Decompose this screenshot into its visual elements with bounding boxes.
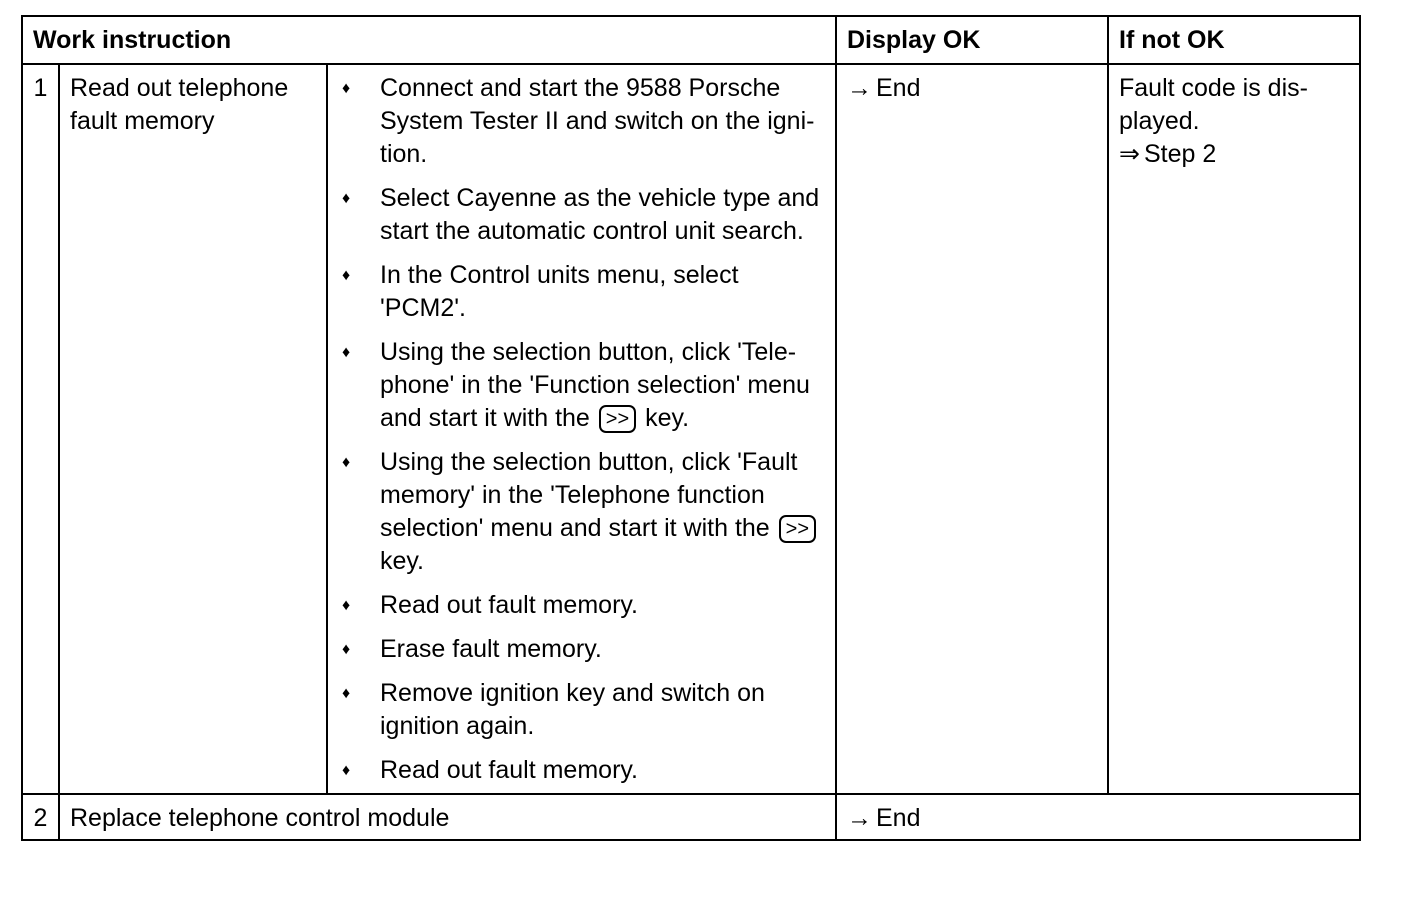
diamond-bullet-icon: ♦ bbox=[342, 641, 351, 658]
task-description: Read out telephone fault memory bbox=[59, 64, 327, 794]
step-text: Erase fault memory. bbox=[380, 635, 602, 663]
forward-key-icon: >> bbox=[779, 515, 816, 543]
diamond-bullet-icon: ♦ bbox=[342, 267, 351, 284]
diamond-bullet-icon: ♦ bbox=[342, 685, 351, 702]
step-item bbox=[340, 336, 829, 435]
step-list bbox=[340, 72, 829, 787]
step-text-before: Using the selection button, click 'Fault memory' in the 'Telephone function selection' menu and start it with the bbox=[380, 448, 798, 542]
row-number: 2 bbox=[22, 794, 59, 840]
display-ok-cell bbox=[836, 64, 1108, 794]
step-item bbox=[340, 677, 829, 743]
step-item bbox=[340, 754, 829, 787]
step-item bbox=[340, 446, 829, 578]
step-text bbox=[380, 446, 829, 578]
step-text-before: Using the selection button, click 'Tele-phone' in the 'Function selection' menu and start it with the bbox=[380, 338, 810, 432]
step-item bbox=[340, 72, 829, 171]
steps-cell bbox=[327, 64, 836, 794]
diamond-bullet-icon: ♦ bbox=[342, 454, 351, 471]
table-header-row bbox=[22, 16, 1360, 64]
double-arrow-icon: ⇒ bbox=[1119, 140, 1140, 168]
step-text-after: key. bbox=[645, 404, 690, 432]
header-display-ok: Display OK bbox=[836, 16, 1108, 64]
table-row-2 bbox=[22, 794, 1360, 840]
diamond-bullet-icon: ♦ bbox=[342, 344, 351, 361]
step-item bbox=[340, 259, 829, 325]
diamond-bullet-icon: ♦ bbox=[342, 80, 351, 97]
display-ok-text: End bbox=[876, 804, 921, 832]
step-text: Remove ignition key and switch on ignition again. bbox=[380, 679, 765, 740]
task-description: Replace telephone control module bbox=[59, 794, 836, 840]
forward-key-icon: >> bbox=[599, 405, 636, 433]
step-text: Read out fault memory. bbox=[380, 756, 638, 784]
step-text: Select Cayenne as the vehicle type and start the automatic control unit search. bbox=[380, 184, 820, 245]
header-if-not-ok: If not OK bbox=[1108, 16, 1360, 64]
if-not-ok-step-link bbox=[1119, 138, 1349, 171]
row-number: 1 bbox=[22, 64, 59, 794]
table-row-1 bbox=[22, 64, 1360, 794]
step-text: Read out fault memory. bbox=[380, 591, 638, 619]
step-text: In the Control units menu, select 'PCM2'. bbox=[380, 261, 739, 322]
step-text-after: key. bbox=[380, 547, 424, 575]
right-arrow-icon: → bbox=[847, 804, 872, 832]
diamond-bullet-icon: ♦ bbox=[342, 597, 351, 614]
step-item bbox=[340, 589, 829, 622]
if-not-ok-cell bbox=[1108, 64, 1360, 794]
step-text bbox=[380, 336, 829, 435]
diamond-bullet-icon: ♦ bbox=[342, 190, 351, 207]
step-text: Connect and start the 9588 Porsche System Tester II and switch on the igni-tion. bbox=[380, 74, 815, 168]
diamond-bullet-icon: ♦ bbox=[342, 762, 351, 779]
work-instruction-table bbox=[21, 15, 1361, 841]
display-ok-text: End bbox=[876, 74, 921, 102]
header-work-instruction: Work instruction bbox=[22, 16, 836, 64]
step-item bbox=[340, 633, 829, 666]
if-not-ok-text: Fault code is dis-played. bbox=[1119, 74, 1308, 135]
display-ok-cell bbox=[836, 794, 1360, 840]
step-item bbox=[340, 182, 829, 248]
right-arrow-icon: → bbox=[847, 74, 872, 102]
next-step-label: Step 2 bbox=[1143, 140, 1217, 168]
